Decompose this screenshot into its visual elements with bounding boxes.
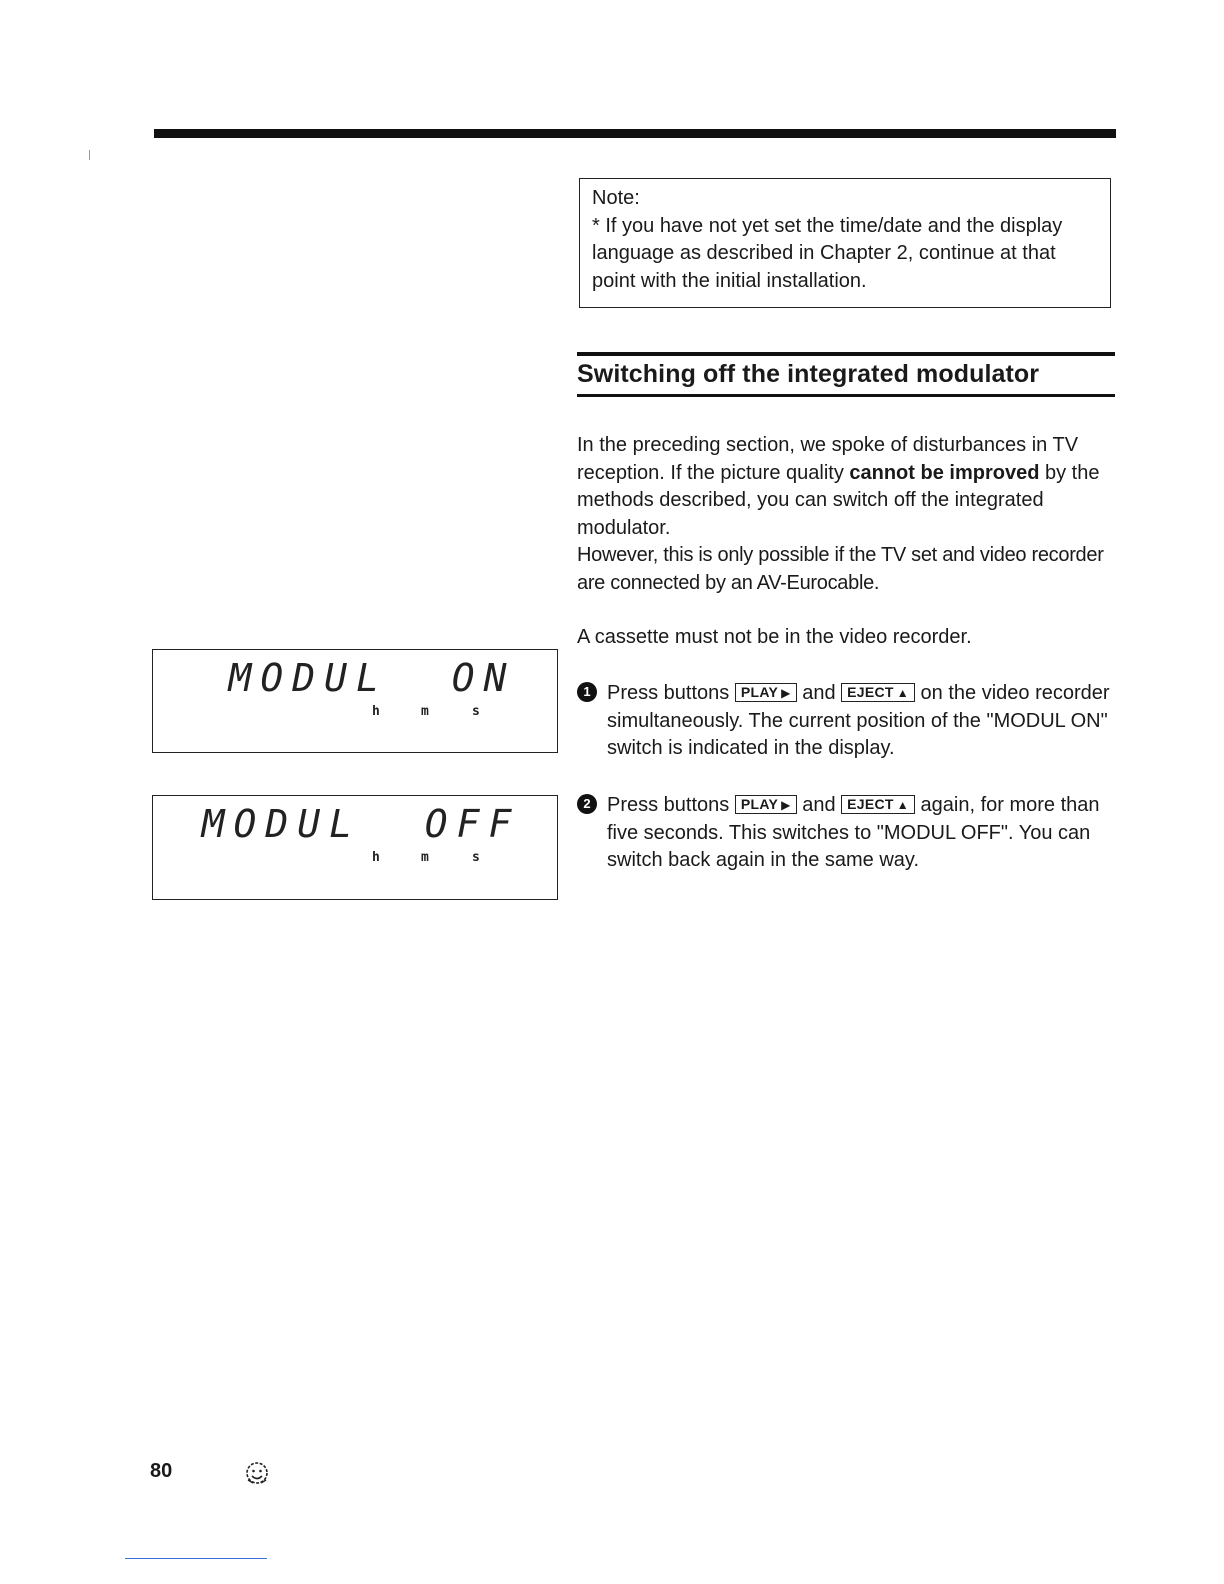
display-text: MODUL ON [228, 656, 516, 700]
display-text: MODUL OFF [201, 802, 521, 846]
step-suffix: again, for more than five seconds. This switches to "MODUL OFF". You can switch back again in the same way. [607, 794, 1100, 871]
display-modul-on [152, 649, 558, 753]
step-number-icon: 2 [577, 794, 597, 814]
eject-arrow-icon: ▲ [896, 686, 909, 700]
step-1 [577, 680, 1122, 763]
eject-key-label: EJECT [847, 796, 894, 812]
top-rule [154, 129, 1116, 138]
step-text [607, 792, 1122, 875]
eject-key [841, 795, 915, 814]
step-2 [577, 792, 1122, 875]
step-prefix: Press buttons [607, 794, 730, 816]
intro-text-part: In the preceding section, we spoke of disturbances in TV reception. If the picture quality [577, 434, 1079, 484]
section-rule-top [577, 352, 1115, 356]
section-title: Switching off the integrated modulator [577, 360, 1040, 388]
display-modul-off [152, 795, 558, 900]
display-unit-hours: h [372, 704, 380, 719]
step-prefix: Press buttons [607, 682, 730, 704]
eject-arrow-icon: ▲ [896, 798, 909, 812]
play-arrow-icon: ▶ [781, 686, 791, 700]
play-key-label: PLAY [740, 796, 779, 812]
intro-paragraph-2: However, this is only possible if the TV set and video recorder are connected by an AV-Eurocable. [577, 544, 1104, 594]
display-unit-hours: h [372, 850, 380, 865]
step-and: and [802, 794, 836, 816]
intro-text-part: by the methods described, you can switch off the integrated modulator. [577, 461, 1100, 539]
intro-text [577, 432, 1122, 597]
step-and: and [802, 682, 836, 704]
note-heading: Note: [592, 187, 640, 209]
footer-line [125, 1558, 267, 1559]
smiley-face-icon [242, 1458, 272, 1488]
play-key [735, 795, 797, 814]
note-box [579, 178, 1111, 308]
intro-paragraph-1 [577, 432, 1122, 542]
display-unit-minutes: m [421, 704, 429, 719]
step-number-icon: 1 [577, 682, 597, 702]
display-unit-minutes: m [421, 850, 429, 865]
section-rule-bottom [577, 394, 1115, 397]
play-key [735, 683, 797, 702]
display-unit-seconds: s [472, 704, 480, 719]
display-unit-seconds: s [472, 850, 480, 865]
eject-key [841, 683, 915, 702]
eject-key-label: EJECT [847, 684, 894, 700]
step-suffix: on the video recorder simultaneously. The current position of the "MODUL ON" switch is indicated in the display. [607, 682, 1110, 759]
play-arrow-icon: ▶ [781, 798, 791, 812]
margin-mark [89, 150, 90, 160]
play-key-label: PLAY [740, 684, 779, 700]
intro-bold-text: cannot be improved [849, 461, 1040, 484]
cassette-warning: A cassette must not be in the video recorder. [577, 626, 972, 648]
note-text: * If you have not yet set the time/date and the display language as described in Chapter 2, continue at that point with the initial installation. [592, 214, 1063, 292]
step-text [607, 680, 1122, 763]
page-number: 80 [150, 1460, 173, 1482]
